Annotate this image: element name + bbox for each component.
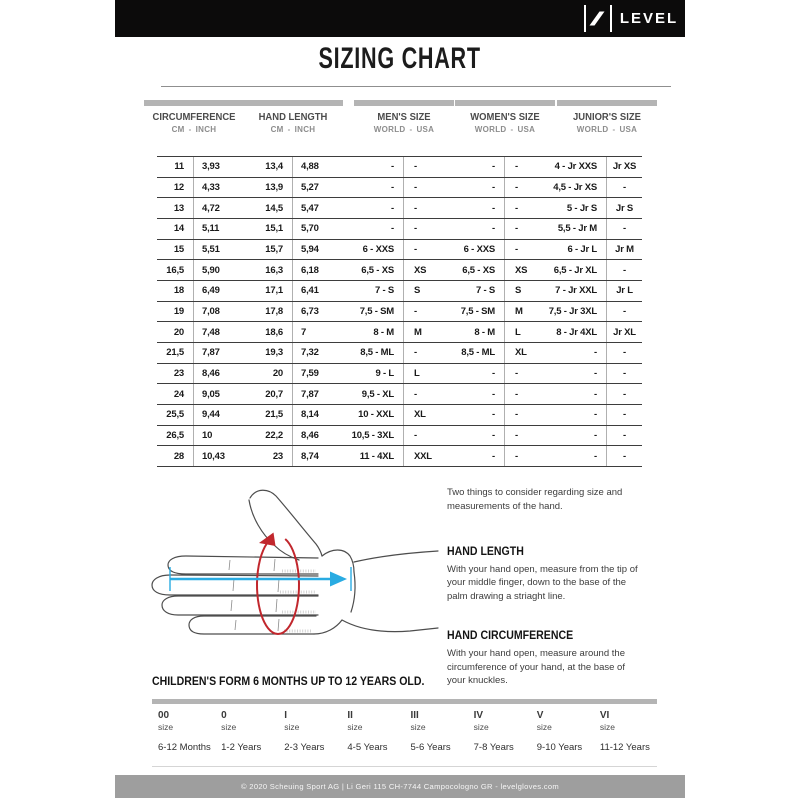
table-cell: 9,44: [202, 409, 220, 421]
table-cell: 15,1: [254, 219, 293, 239]
table-cell: L: [515, 326, 521, 338]
hand-illustration: [132, 482, 442, 672]
children-size-label: size: [347, 722, 363, 732]
children-age-range: 5-6 Years: [410, 742, 451, 753]
children-size-value: IV: [473, 710, 484, 721]
measure-info: [447, 486, 643, 688]
table-cell: -: [515, 161, 518, 173]
table-cell: -: [515, 450, 518, 462]
children-size-value: 0: [221, 710, 227, 721]
table-cell: -: [454, 426, 505, 446]
table-cell: 8,5 - ML: [353, 343, 404, 363]
table-cell: -: [555, 384, 607, 404]
table-cell: 6,5 - Jr XL: [555, 260, 607, 280]
table-cell: L: [414, 367, 420, 379]
table-cell: 17,1: [254, 281, 293, 301]
table-cell: 8,46: [301, 429, 319, 441]
table-cell: 4,72: [202, 202, 220, 214]
children-size-column: [594, 710, 657, 753]
children-size-value: I: [284, 710, 288, 721]
table-cell: Jr XS: [612, 161, 637, 173]
level-mark-icon: [587, 8, 607, 29]
table-cell: -: [454, 384, 505, 404]
table-cell: 18,6: [254, 322, 293, 342]
measure-intro: Two things to consider regarding size and measurements of the hand.: [447, 487, 623, 512]
table-cell: 21,5: [157, 343, 194, 363]
table-cell: 8,14: [301, 409, 319, 421]
table-cell: 6 - XXS: [454, 240, 505, 260]
table-cell: -: [414, 181, 417, 193]
children-size-column: [405, 710, 468, 753]
table-cell: 13: [157, 198, 194, 218]
table-cell: 10,43: [202, 450, 225, 462]
table-cell: 4,5 - Jr XS: [555, 178, 607, 198]
table-cell: 5,94: [301, 243, 319, 255]
table-row: [157, 445, 642, 466]
table-cell: -: [623, 429, 626, 441]
table-cell: 6 - Jr L: [555, 240, 607, 260]
hand-length-heading: HAND LENGTH: [447, 543, 524, 558]
table-cell: -: [515, 409, 518, 421]
children-size-value: II: [347, 710, 353, 721]
table-cell: 6,41: [301, 285, 319, 297]
table-cell: 11: [157, 157, 194, 177]
column-group-title: CIRCUMFERENCE: [152, 111, 236, 123]
table-cell: S: [515, 285, 522, 297]
brand-separator-2: [610, 5, 612, 32]
column-group-units: WORLD - USA: [576, 125, 638, 134]
table-cell: -: [454, 198, 505, 218]
column-group-units: WORLD - USA: [373, 125, 435, 134]
children-age-range: 9-10 Years: [536, 742, 583, 753]
table-cell: 23: [157, 364, 194, 384]
table-cell: -: [414, 429, 417, 441]
table-cell: Jr XL: [613, 326, 636, 338]
table-cell: 5,11: [202, 223, 220, 235]
table-row: [157, 363, 642, 384]
table-cell: 20: [157, 322, 194, 342]
unit-separator: -: [612, 125, 616, 134]
table-row: [157, 239, 642, 260]
table-cell: 7: [301, 326, 307, 338]
hand-length-description: With your hand open, measure from the tip of your middle finger, down to the base of the palm drawing a striaght line.: [447, 563, 638, 603]
header-bar: [144, 100, 244, 106]
table-cell: -: [623, 305, 626, 317]
children-size-value: III: [410, 710, 419, 721]
size-table-body: [157, 156, 642, 467]
table-cell: 7 - Jr XXL: [555, 281, 607, 301]
table-cell: 7,87: [202, 347, 220, 359]
table-cell: 7 - S: [353, 281, 404, 301]
table-cell: 17,8: [254, 302, 293, 322]
table-cell: 13,4: [254, 157, 293, 177]
table-row: [157, 404, 642, 425]
brand-wordmark: LEVEL: [619, 10, 679, 27]
children-table-top-bar: [152, 699, 657, 704]
table-cell: XS: [515, 264, 528, 276]
table-cell: 19: [157, 302, 194, 322]
table-cell: XL: [515, 347, 527, 359]
children-age-range: 2-3 Years: [284, 742, 325, 753]
table-cell: 8,46: [202, 367, 220, 379]
children-size-label: size: [158, 722, 174, 732]
table-cell: -: [454, 446, 505, 466]
table-cell: 5,70: [301, 223, 319, 235]
table-cell: XS: [414, 264, 427, 276]
size-table-header: [0, 100, 800, 145]
header-bar: [557, 100, 657, 106]
table-cell: -: [515, 181, 518, 193]
column-group-title: WOMEN'S SIZE: [470, 111, 540, 123]
table-cell: -: [414, 223, 417, 235]
table-cell: -: [414, 161, 417, 173]
table-cell: 5 - Jr S: [555, 198, 607, 218]
table-cell: 22,2: [254, 426, 293, 446]
table-cell: 9 - L: [353, 364, 404, 384]
table-cell: -: [454, 364, 505, 384]
hand-circumference-description: With your hand open, measure around the circumference of your hand, at the base of your knuckles.: [447, 647, 625, 687]
children-size-label: size: [410, 722, 426, 732]
table-cell: 8 - Jr 4XL: [555, 322, 607, 342]
table-cell: M: [515, 305, 523, 317]
table-cell: -: [623, 347, 626, 359]
table-cell: -: [515, 223, 518, 235]
table-cell: 6,5 - XS: [454, 260, 505, 280]
children-section-title: CHILDREN'S FORM 6 MONTHS UP TO 12 YEARS OLD.: [152, 674, 425, 688]
children-age-range: 7-8 Years: [473, 742, 514, 753]
table-cell: -: [623, 367, 626, 379]
table-cell: -: [353, 198, 404, 218]
table-cell: 5,51: [202, 243, 220, 255]
header-bar: [243, 100, 343, 106]
table-row: [157, 301, 642, 322]
column-group-header: [547, 100, 667, 134]
title-underline: [161, 86, 671, 87]
hand-circumference-loop: [257, 533, 299, 635]
table-cell: 5,90: [202, 264, 220, 276]
children-size-column: [215, 710, 278, 753]
header-bar: [354, 100, 454, 106]
table-cell: -: [353, 157, 404, 177]
children-size-column: [341, 710, 404, 753]
table-cell: -: [414, 202, 417, 214]
children-size-label: size: [284, 722, 300, 732]
table-cell: -: [454, 178, 505, 198]
hand-length-arrow: [170, 567, 351, 591]
children-age-range: 11-12 Years: [599, 742, 650, 753]
table-cell: 20: [254, 364, 293, 384]
table-cell: 6,18: [301, 264, 319, 276]
table-cell: -: [515, 367, 518, 379]
table-cell: 8 - M: [454, 322, 505, 342]
table-cell: 4,33: [202, 181, 220, 193]
table-cell: -: [414, 388, 417, 400]
column-group-header: [233, 100, 353, 134]
children-age-range: 1-2 Years: [221, 742, 262, 753]
unit-separator: -: [188, 125, 192, 134]
table-cell: -: [414, 305, 417, 317]
table-cell: 7,08: [202, 305, 220, 317]
footer-text: © 2020 Scheuing Sport AG | Li Geri 115 CH-7744 Campocologno GR - levelgloves.com: [240, 782, 560, 791]
table-cell: 18: [157, 281, 194, 301]
children-size-column: [278, 710, 341, 753]
table-cell: 16,5: [157, 260, 194, 280]
unit-separator: -: [510, 125, 514, 134]
table-cell: -: [353, 219, 404, 239]
table-row: [157, 425, 642, 446]
table-cell: -: [623, 450, 626, 462]
column-group-units: CM - INCH: [171, 125, 217, 134]
table-cell: 4 - Jr XXS: [555, 157, 607, 177]
table-cell: -: [623, 181, 626, 193]
table-cell: -: [623, 409, 626, 421]
children-table-bottom-rule: [152, 766, 657, 767]
table-cell: 6 - XXS: [353, 240, 404, 260]
column-group-title: JUNIOR'S SIZE: [573, 111, 641, 123]
children-size-value: 00: [158, 710, 170, 721]
children-size-value: VI: [599, 710, 610, 721]
table-cell: -: [555, 343, 607, 363]
table-cell: 16,3: [254, 260, 293, 280]
column-group-units: CM - INCH: [270, 125, 316, 134]
table-row: [157, 280, 642, 301]
table-row: [157, 321, 642, 342]
table-cell: 13,9: [254, 178, 293, 198]
table-row: [157, 342, 642, 363]
table-cell: -: [414, 243, 417, 255]
table-cell: 5,5 - Jr M: [555, 219, 607, 239]
children-size-value: V: [536, 710, 544, 721]
table-cell: 25,5: [157, 405, 194, 425]
header-bar: [455, 100, 555, 106]
table-cell: 7,32: [301, 347, 319, 359]
table-row: [157, 218, 642, 239]
children-size-column: [531, 710, 594, 753]
children-size-label: size: [473, 722, 489, 732]
table-cell: 21,5: [254, 405, 293, 425]
table-cell: -: [515, 388, 518, 400]
children-size-label: size: [221, 722, 237, 732]
children-size-label: size: [536, 722, 552, 732]
table-row: [157, 177, 642, 198]
table-cell: 8 - M: [353, 322, 404, 342]
table-cell: 9,05: [202, 388, 220, 400]
table-cell: 6,49: [202, 285, 220, 297]
table-cell: -: [555, 364, 607, 384]
children-age-range: 4-5 Years: [347, 742, 388, 753]
column-group-units: WORLD - USA: [474, 125, 536, 134]
table-cell: -: [623, 223, 626, 235]
table-cell: 14,5: [254, 198, 293, 218]
top-bar: [115, 0, 685, 37]
table-row: [157, 259, 642, 280]
table-cell: Jr M: [615, 243, 634, 255]
children-size-label: size: [599, 722, 615, 732]
table-row: [157, 197, 642, 218]
table-cell: -: [555, 426, 607, 446]
hand-circumference-heading: HAND CIRCUMFERENCE: [447, 627, 574, 642]
table-cell: 5,47: [301, 202, 319, 214]
table-cell: -: [623, 388, 626, 400]
brand-separator-1: [584, 5, 586, 32]
table-cell: -: [555, 446, 607, 466]
table-cell: -: [414, 347, 417, 359]
table-cell: -: [515, 243, 518, 255]
table-cell: 24: [157, 384, 194, 404]
table-cell: M: [414, 326, 422, 338]
table-cell: 10: [202, 429, 213, 441]
table-cell: -: [555, 405, 607, 425]
table-cell: XXL: [414, 450, 432, 462]
table-row: [157, 383, 642, 404]
children-size-column: [468, 710, 531, 753]
table-cell: 7,48: [202, 326, 220, 338]
table-row: [157, 156, 642, 177]
table-cell: 8,74: [301, 450, 319, 462]
table-cell: 12: [157, 178, 194, 198]
table-cell: Jr S: [615, 202, 634, 214]
table-cell: 15,7: [254, 240, 293, 260]
page-title: SIZING CHART: [318, 42, 482, 75]
table-cell: Jr L: [616, 285, 633, 297]
table-cell: 7,5 - Jr 3XL: [555, 302, 607, 322]
table-cell: 15: [157, 240, 194, 260]
table-cell: 4,88: [301, 161, 319, 173]
table-cell: -: [454, 157, 505, 177]
table-cell: 10 - XXL: [353, 405, 404, 425]
table-cell: -: [515, 202, 518, 214]
table-cell: 7,5 - SM: [353, 302, 404, 322]
column-group-title: HAND LENGTH: [258, 111, 328, 123]
table-cell: -: [454, 219, 505, 239]
table-cell: -: [515, 429, 518, 441]
column-group-title: MEN'S SIZE: [377, 111, 431, 123]
table-cell: 19,3: [254, 343, 293, 363]
table-cell: -: [353, 178, 404, 198]
children-size-column: [152, 710, 215, 753]
table-cell: 26,5: [157, 426, 194, 446]
table-cell: 8,5 - ML: [454, 343, 505, 363]
table-cell: 3,93: [202, 161, 220, 173]
table-cell: 5,27: [301, 181, 319, 193]
footer-bar: [115, 775, 685, 798]
table-cell: 9,5 - XL: [353, 384, 404, 404]
table-cell: 7 - S: [454, 281, 505, 301]
table-cell: 23: [254, 446, 293, 466]
unit-separator: -: [287, 125, 291, 134]
table-cell: 20,7: [254, 384, 293, 404]
unit-separator: -: [409, 125, 413, 134]
table-cell: S: [414, 285, 421, 297]
table-cell: 7,59: [301, 367, 319, 379]
table-cell: 10,5 - 3XL: [353, 426, 404, 446]
children-table: [152, 710, 657, 753]
table-cell: 7,87: [301, 388, 319, 400]
table-cell: 11 - 4XL: [353, 446, 404, 466]
table-cell: 28: [157, 446, 194, 466]
table-cell: XL: [414, 409, 426, 421]
table-cell: 14: [157, 219, 194, 239]
table-cell: 6,5 - XS: [353, 260, 404, 280]
table-cell: -: [454, 405, 505, 425]
table-cell: -: [623, 264, 626, 276]
children-age-range: 6-12 Months: [158, 742, 211, 753]
table-cell: 7,5 - SM: [454, 302, 505, 322]
table-cell: 6,73: [301, 305, 319, 317]
